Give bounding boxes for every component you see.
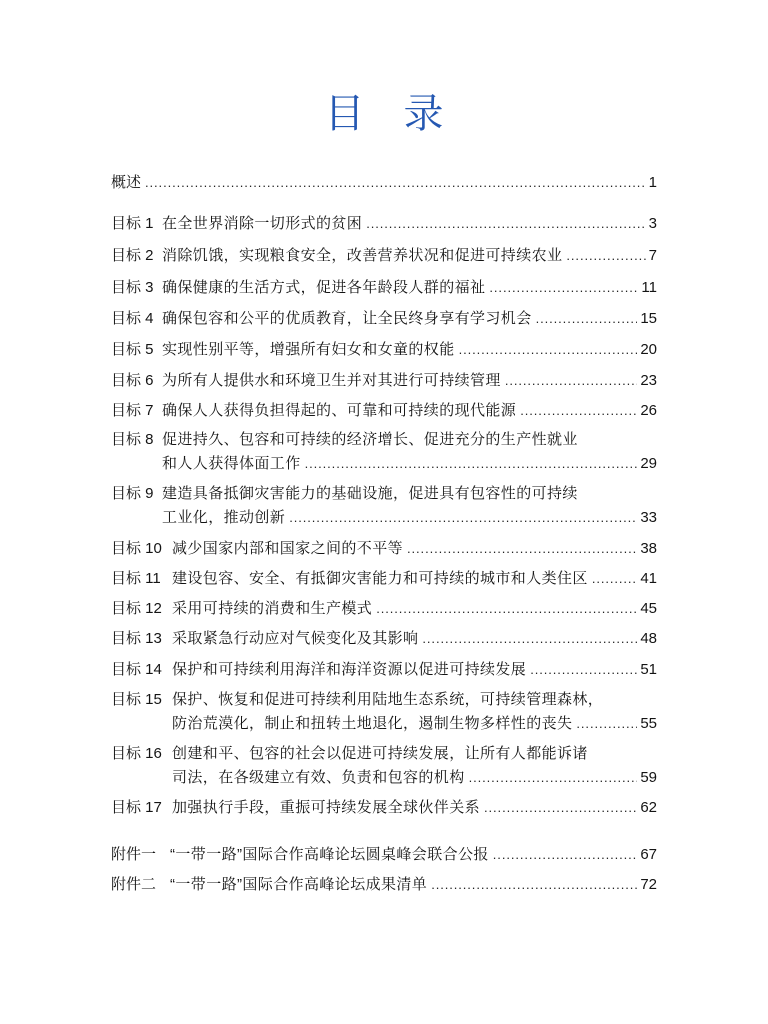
toc-label: 附件一 [111, 846, 157, 863]
toc-text: 创建和平、包容的社会以促进可持续发展，让所有人都能诉诸 [172, 745, 588, 762]
toc-page-number: 38 [640, 540, 657, 557]
toc-text: 保护、恢复和促进可持续利用陆地生态系统，可持续管理森林， [172, 691, 604, 708]
toc-page-number: 26 [640, 402, 657, 419]
toc-entry-goal-6 [111, 371, 657, 391]
dot-leader [536, 309, 638, 329]
dot-leader [493, 845, 638, 865]
toc-page-number: 33 [640, 509, 657, 526]
dot-leader [489, 278, 638, 298]
toc-page-number: 7 [648, 247, 657, 264]
dot-leader [305, 454, 638, 474]
toc-page-number: 62 [640, 799, 657, 816]
toc-text: 消除饥饿，实现粮食安全，改善营养状况和促进可持续农业 [162, 247, 563, 264]
toc-entry-goal-15 [111, 690, 657, 734]
toc-page-number: 72 [640, 876, 657, 893]
dot-leader [459, 340, 638, 360]
toc-text: 在全世界消除一切形式的贫困 [162, 215, 363, 232]
toc-label: 目标 6 [111, 372, 154, 389]
page-title: 目 录 [324, 92, 458, 136]
toc-entry-goal-8 [111, 430, 657, 474]
toc-text-continued: 司法，在各级建立有效、负责和包容的机构 [172, 769, 465, 786]
toc-label: 目标 15 [111, 691, 162, 708]
dot-leader [520, 401, 637, 421]
toc-page-number: 51 [640, 661, 657, 678]
toc-entry-annex-1 [111, 845, 657, 865]
toc-label: 目标 14 [111, 661, 162, 678]
dot-leader [469, 768, 638, 788]
table-of-contents [111, 0, 657, 1024]
toc-entry-goal-9 [111, 484, 657, 528]
toc-label: 目标 13 [111, 630, 162, 647]
toc-entry-goal-12 [111, 599, 657, 619]
dot-leader [484, 798, 637, 818]
toc-entry-annex-2 [111, 875, 657, 895]
toc-text: 实现性别平等，增强所有妇女和女童的权能 [162, 341, 455, 358]
toc-entry-goal-11 [111, 569, 657, 589]
dot-leader [505, 371, 638, 391]
dot-leader [407, 539, 637, 559]
toc-entry-goal-10 [111, 539, 657, 559]
toc-page-number: 1 [648, 174, 657, 191]
toc-page-number: 41 [640, 570, 657, 587]
dot-leader [145, 173, 646, 193]
toc-label: 目标 11 [111, 570, 161, 587]
toc-entry-overview [111, 173, 657, 193]
toc-entry-goal-7 [111, 401, 657, 421]
toc-page-number: 3 [648, 215, 657, 232]
toc-label: 目标 5 [111, 341, 154, 358]
toc-entry-goal-4 [111, 309, 657, 329]
dot-leader [289, 508, 637, 528]
toc-page-number: 55 [640, 715, 657, 732]
toc-entry-goal-2 [111, 246, 657, 266]
toc-text: 确保健康的生活方式，促进各年龄段人群的福祉 [162, 279, 486, 296]
toc-page-number: 59 [640, 769, 657, 786]
dot-leader [530, 660, 637, 680]
toc-text: “一带一路”国际合作高峰论坛圆桌峰会联合公报 [170, 846, 489, 863]
toc-text: “一带一路”国际合作高峰论坛成果清单 [170, 876, 428, 893]
toc-label: 目标 1 [111, 215, 154, 232]
toc-entry-goal-13 [111, 629, 657, 649]
toc-page-number: 48 [640, 630, 657, 647]
toc-entry-goal-16 [111, 744, 657, 788]
toc-label: 目标 4 [111, 310, 154, 327]
toc-page-number: 23 [640, 372, 657, 389]
toc-label: 目标 3 [111, 279, 154, 296]
toc-label: 目标 12 [111, 600, 162, 617]
toc-text: 确保包容和公平的优质教育，让全民终身享有学习机会 [162, 310, 532, 327]
toc-entry-goal-3 [111, 278, 657, 298]
toc-label: 目标 8 [111, 431, 154, 448]
toc-page-number: 20 [640, 341, 657, 358]
toc-text-continued: 和人人获得体面工作 [162, 455, 301, 472]
toc-entry-goal-17 [111, 798, 657, 818]
toc-label: 附件二 [111, 876, 157, 893]
toc-page-number: 29 [640, 455, 657, 472]
toc-page-number: 11 [641, 279, 657, 296]
toc-text: 建设包容、安全、有抵御灾害能力和可持续的城市和人类住区 [172, 570, 588, 587]
toc-text: 为所有人提供水和环境卫生并对其进行可持续管理 [162, 372, 501, 389]
toc-text-continued: 工业化，推动创新 [162, 509, 286, 526]
toc-entry-goal-5 [111, 340, 657, 360]
toc-text: 建造具备抵御灾害能力的基础设施，促进具有包容性的可持续 [162, 485, 578, 502]
toc-text: 采用可持续的消费和生产模式 [172, 600, 373, 617]
toc-text: 保护和可持续利用海洋和海洋资源以促进可持续发展 [172, 661, 527, 678]
dot-leader [422, 629, 637, 649]
toc-text: 确保人人获得负担得起的、可靠和可持续的现代能源 [162, 402, 517, 419]
toc-page-number: 67 [640, 846, 657, 863]
toc-text: 采取紧急行动应对气候变化及其影响 [172, 630, 419, 647]
dot-leader [431, 875, 637, 895]
toc-text: 促进持久、包容和可持续的经济增长、促进充分的生产性就业 [162, 431, 578, 448]
toc-label: 目标 9 [111, 485, 154, 502]
dot-leader [566, 246, 645, 266]
toc-label: 目标 16 [111, 745, 162, 762]
toc-text: 加强执行手段，重振可持续发展全球伙伴关系 [172, 799, 481, 816]
toc-label: 目标 2 [111, 247, 154, 264]
dot-leader [592, 569, 638, 589]
toc-text: 减少国家内部和国家之间的不平等 [172, 540, 404, 557]
dot-leader [366, 214, 645, 234]
toc-label: 概述 [111, 174, 142, 191]
dot-leader [376, 599, 637, 619]
dot-leader [576, 714, 637, 734]
toc-label: 目标 17 [111, 799, 162, 816]
toc-page-number: 15 [640, 310, 657, 327]
toc-label: 目标 7 [111, 402, 154, 419]
toc-text-continued: 防治荒漠化，制止和扭转土地退化，遏制生物多样性的丧失 [172, 715, 573, 732]
toc-entry-goal-1 [111, 214, 657, 234]
toc-label: 目标 10 [111, 540, 162, 557]
toc-entry-goal-14 [111, 660, 657, 680]
toc-page-number: 45 [640, 600, 657, 617]
